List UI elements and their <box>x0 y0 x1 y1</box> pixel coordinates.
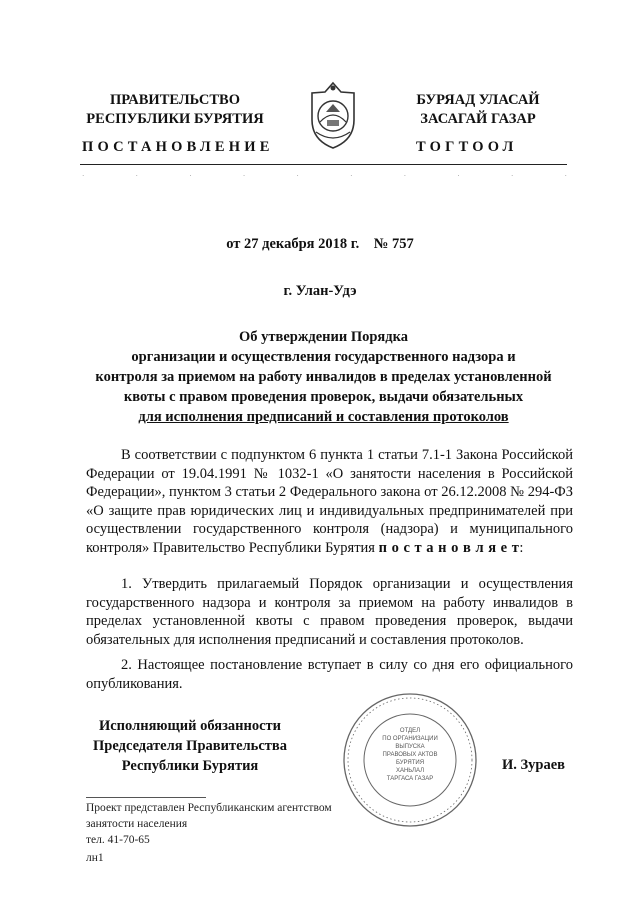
header-dotted-line: · · · · · · · · · · <box>82 172 567 180</box>
decree-word: п о с т а н о в л я е т <box>378 539 520 556</box>
government-bur-line2: ЗАСАГАЙ ГАЗАР <box>420 111 536 127</box>
header-rule <box>80 164 567 165</box>
doc-type-bur: ТОГТООЛ <box>416 139 518 155</box>
body-preamble <box>86 446 573 558</box>
document-title <box>80 327 567 427</box>
signatory-line3: Республики Бурятия <box>121 758 259 774</box>
government-line2: РЕСПУБЛИКИ БУРЯТИЯ <box>86 111 264 127</box>
footer-line2: занятости населения <box>86 818 188 830</box>
signatory-line2: Председателя Правительства <box>93 738 287 754</box>
date-number: от 27 декабря 2018 г. № 757 <box>226 236 414 252</box>
svg-text:ОТДЕЛ: ОТДЕЛ <box>399 728 421 734</box>
item-2-text: 2. Настоящее постановление вступает в силу со дня его официального опубликования. <box>86 657 573 692</box>
city: г. Улан-Удэ <box>283 283 357 299</box>
svg-text:ХАНЬЛАЛ: ХАНЬЛАЛ <box>395 768 425 774</box>
decree-colon: : <box>519 539 524 556</box>
doc-type-ru: ПОСТАНОВЛЕНИЕ <box>82 139 274 155</box>
footer-code: лн1 <box>86 852 104 864</box>
body-item-1 <box>86 575 573 649</box>
svg-text:ПРАВОВЫХ АКТОВ: ПРАВОВЫХ АКТОВ <box>382 752 438 758</box>
svg-text:ВЫПУСКА: ВЫПУСКА <box>395 744 425 750</box>
item-1-text: 1. Утвердить прилагаемый Порядок организации и осуществления государственного надзора и контроля за приемом на работу инвалидов в пределах установленной квоты с правом проведения проверок, выдачи обязательных для исполнения предписаний и составления протоколов. <box>86 576 573 648</box>
title-line: организации и осуществления государственного надзора и <box>131 349 516 365</box>
government-line1: ПРАВИТЕЛЬСТВО <box>110 92 240 108</box>
signatory-title <box>60 716 320 776</box>
footer-rule <box>86 797 206 798</box>
body-item-2 <box>86 656 573 693</box>
government-name-bur <box>368 91 588 129</box>
title-line: для исполнения предписаний и составления протоколов <box>138 409 509 425</box>
signatory-line1: Исполняющий обязанности <box>98 718 282 734</box>
preamble-text: В соответствии с подпунктом 6 пункта 1 статьи 7.1-1 Закона Российской Федерации от 19.04.1991 № 1032-1 «О занятости населения в Российской Федерации», пунктом 3 статьи 2 Федерального закона от 26.12.2008 № 294-ФЗ «О защите прав юридических лиц и индивидуальных предпринимателей при осуществлении государственного контроля (надзора) и муниципального контроля» Правительство Республики Бурятия <box>86 447 573 556</box>
title-line: Об утверждении Порядка <box>239 329 408 345</box>
title-line: квоты с правом проведения проверок, выдачи обязательных <box>123 389 524 405</box>
svg-text:ТАРГАСА ГАЗАР: ТАРГАСА ГАЗАР <box>386 776 434 782</box>
official-seal-stamp <box>340 690 480 830</box>
svg-text:ПО ОРГАНИЗАЦИИ: ПО ОРГАНИЗАЦИИ <box>382 736 438 742</box>
title-line: контроля за приемом на работу инвалидов в пределах установленной <box>95 369 552 385</box>
coat-of-arms-emblem <box>302 80 364 150</box>
government-name-ru <box>60 91 290 129</box>
signatory-name: И. Зураев <box>502 757 566 773</box>
footer-info <box>86 800 332 848</box>
footer-phone: тел. 41-70-65 <box>86 834 150 846</box>
footer-line1: Проект представлен Республиканским агентством <box>86 802 332 814</box>
svg-text:БУРЯТИЯ: БУРЯТИЯ <box>395 760 425 766</box>
government-bur-line1: БУРЯАД УЛАСАЙ <box>416 92 540 108</box>
